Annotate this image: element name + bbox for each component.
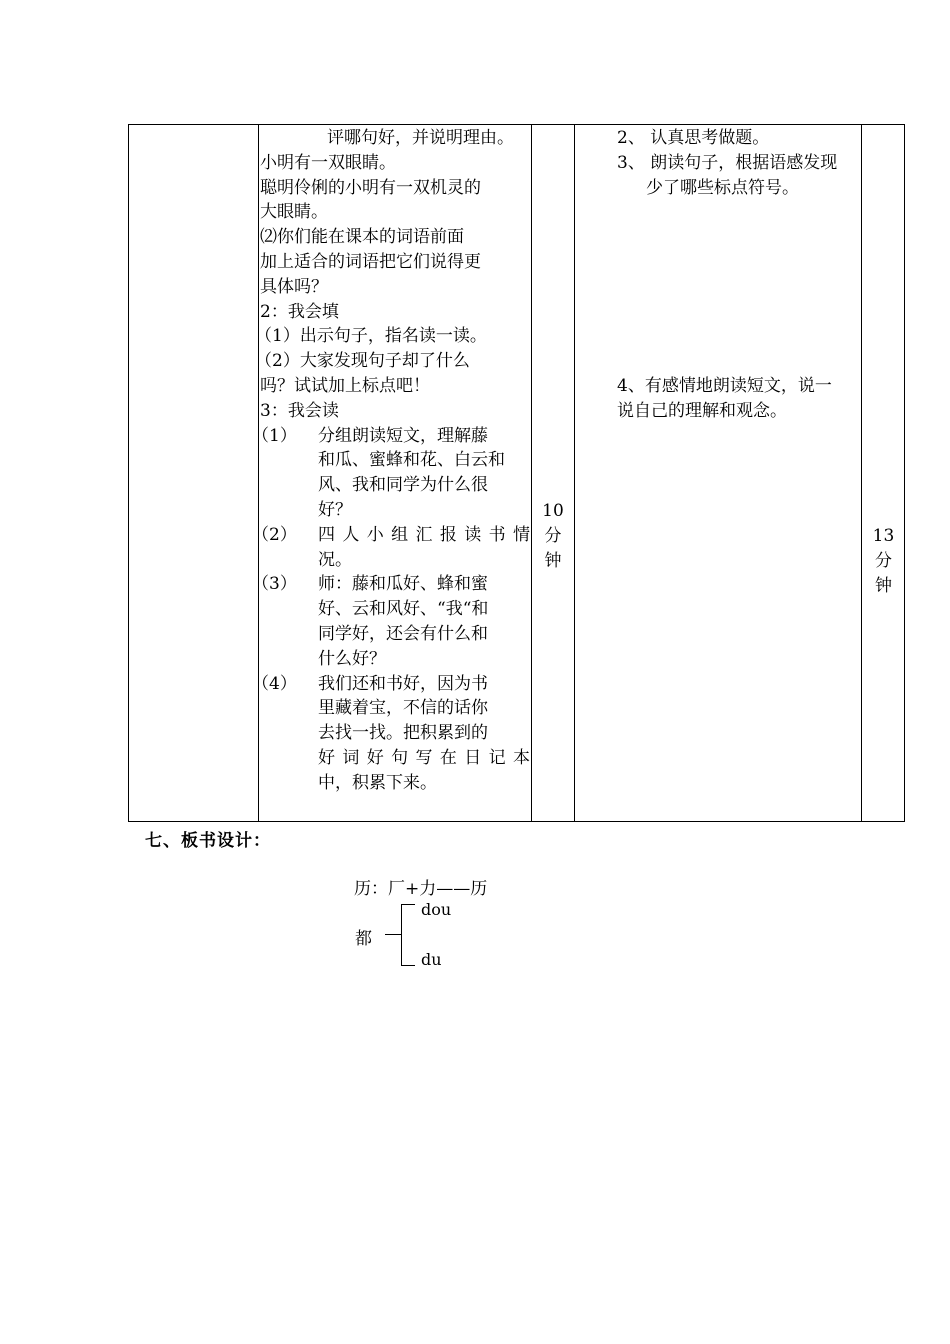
time-unit: 钟 [875,575,892,596]
activity-line: 加上适合的词语把它们说得更 [260,251,481,272]
read-item-3 [252,572,530,671]
item-line: 四人小组汇报读书情 [318,524,530,545]
item-line: 我们还和书好，因为书 [318,673,488,694]
item-line: 什么好？ [318,648,386,669]
activity-line: 吗？试试加上标点吧！ [260,375,430,396]
time-cell-2 [862,524,905,598]
read-item-4 [252,672,530,796]
item-number: （2） [252,524,297,545]
activity-line: 具体吗？ [260,276,328,297]
student-line: 2、 认真思考做题。 [617,128,770,148]
item-number: （4） [252,673,297,694]
bracket-stem [385,934,401,935]
activity-line: ⑵你们能在课本的词语前面 [260,227,464,248]
activity-line: 评哪句好，并说明理由。 [327,128,514,148]
student-line: 4、有感情地朗读短文，说一 [617,376,832,397]
board-design-heading: 七、板书设计： [145,831,271,851]
activity-line: 3：我会读 [260,400,339,421]
time-cell-1 [532,499,574,573]
bracket-top-arm [401,904,415,905]
item-line: 同学好，还会有什么和 [318,623,488,644]
item-line: 好？ [318,499,352,520]
item-number: （3） [252,574,297,595]
item-line: 好、云和风好、“我“和 [318,599,489,620]
item-line: 去找一找。把积累到的 [318,723,488,744]
board-line-1: 历：厂+力——历 [354,879,488,899]
pinyin-reading-2: du [421,950,442,969]
time-unit: 钟 [544,550,562,571]
item-line: 分组朗读短文，理解藤 [318,425,488,446]
time-unit: 分 [544,525,562,546]
table-divider [574,125,575,821]
teacher-activity-cell [252,126,530,796]
board-character: 都 [355,929,372,949]
bracket-spine [401,904,402,965]
item-line: 里藏着宝，不信的话你 [318,698,488,719]
student-line: 3、 朗读句子，根据语感发现 [617,152,838,173]
bracket-bottom-arm [401,965,415,966]
time-unit: 分 [875,550,892,571]
student-activity-cell [617,126,857,424]
item-line: 风、我和同学为什么很 [318,475,488,496]
item-line: 和瓜、蜜蜂和花、白云和 [318,450,505,471]
lesson-plan-table [128,124,905,822]
time-value: 13 [872,526,895,546]
pinyin-reading-1: dou [421,900,452,919]
item-line: 中，积累下来。 [318,772,437,793]
item-line: 况。 [318,549,352,570]
read-item-2 [252,523,530,573]
table-divider [531,125,532,821]
table-divider [258,125,259,821]
activity-line: （1）出示句子，指名读一读。 [255,326,487,347]
item-line: 师：藤和瓜好、蜂和蜜 [318,574,488,595]
item-number: （1） [252,425,297,446]
activity-line: 小明有一双眼睛。 [260,152,396,173]
activity-line: （2）大家发现句子却了什么 [255,351,470,372]
read-item-1 [252,424,530,523]
student-line: 少了哪些标点符号。 [646,177,799,198]
student-line: 说自己的理解和观念。 [617,401,787,422]
activity-line: 聪明伶俐的小明有一双机灵的 [260,177,481,198]
activity-line: 大眼睛。 [260,202,328,223]
time-value: 10 [542,501,564,521]
table-divider [861,125,862,821]
activity-line: 2：我会填 [260,301,339,322]
item-line: 好词好句写在日记本 [318,747,530,768]
